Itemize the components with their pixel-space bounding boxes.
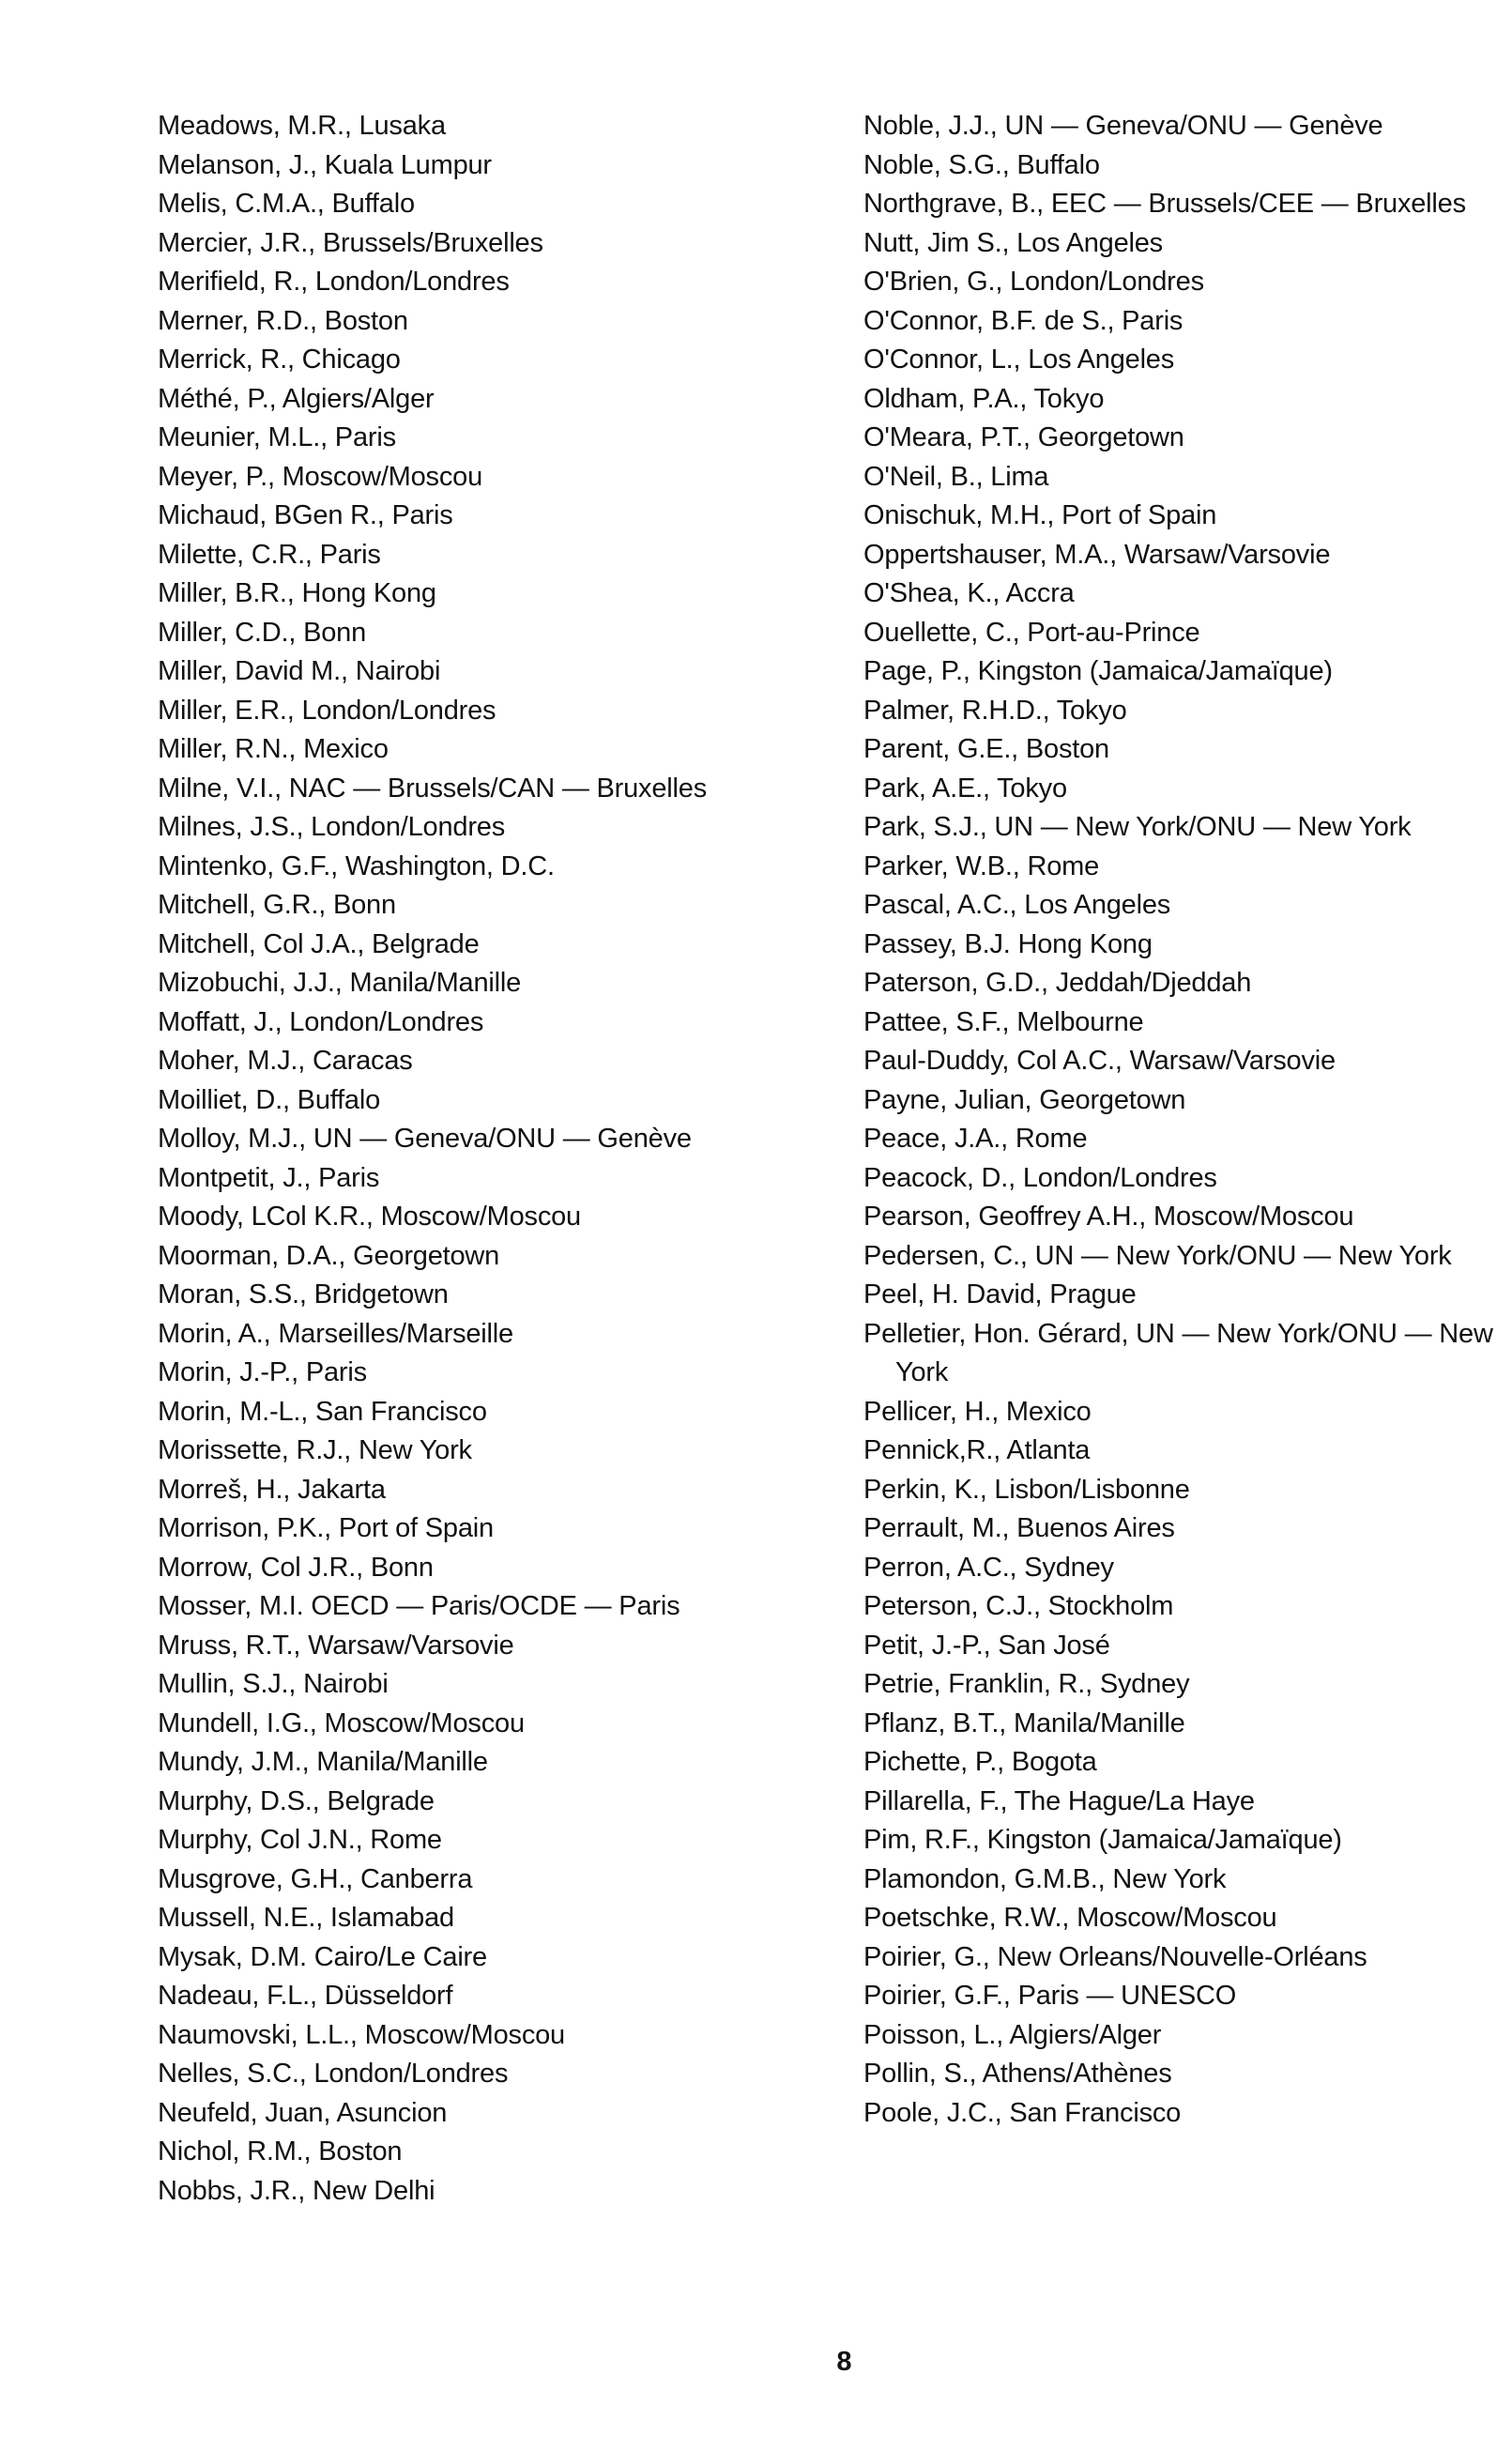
directory-entry: Mitchell, Col J.A., Belgrade	[158, 928, 480, 959]
directory-entry: Moher, M.J., Caracas	[158, 1046, 413, 1076]
directory-entry: Milne, V.I., NAC — Brussels/CAN — Bruxelles	[158, 773, 707, 804]
directory-entry: Mitchell, G.R., Bonn	[158, 890, 396, 920]
directory-entry: Miller, E.R., London/Londres	[158, 695, 496, 726]
directory-entry: Payne, Julian, Georgetown	[863, 1084, 1186, 1115]
directory-entry: O'Shea, K., Accra	[863, 578, 1075, 608]
directory-entry: Pollin, S., Athens/Athènes	[863, 2059, 1172, 2089]
directory-entry: Merrick, R., Chicago	[158, 345, 401, 375]
directory-entry: Peacock, D., London/Londres	[863, 1162, 1217, 1193]
directory-entry: Milnes, J.S., London/Londres	[158, 812, 506, 842]
directory-entry: Morissette, R.J., New York	[158, 1435, 472, 1465]
directory-entry: Melanson, J., Kuala Lumpur	[158, 149, 492, 180]
directory-entry: Mosser, M.I. OECD — Paris/OCDE — Paris	[158, 1591, 680, 1621]
directory-entry: Mundell, I.G., Moscow/Moscou	[158, 1707, 525, 1738]
directory-entry: O'Brien, G., London/Londres	[863, 267, 1204, 297]
directory-entry: Murphy, D.S., Belgrade	[158, 1785, 435, 1816]
left-column	[158, 107, 815, 2211]
directory-entry: Mizobuchi, J.J., Manila/Manille	[158, 968, 522, 998]
directory-entry: Moody, LCol K.R., Moscow/Moscou	[158, 1202, 581, 1232]
directory-entry: O'Meara, P.T., Georgetown	[863, 422, 1184, 452]
directory-entry: Oppertshauser, M.A., Warsaw/Varsovie	[863, 539, 1331, 570]
directory-entry: Pelletier, Hon. Gérard, UN — New York/ONU — New York	[863, 1318, 1493, 1387]
directory-entry: Mruss, R.T., Warsaw/Varsovie	[158, 1630, 514, 1661]
directory-entry: Morin, M.-L., San Francisco	[158, 1396, 487, 1427]
directory-entry: Paterson, G.D., Jeddah/Djeddah	[863, 968, 1252, 998]
directory-entry: Moffatt, J., London/Londres	[158, 1006, 484, 1037]
directory-entry: Perrault, M., Buenos Aires	[863, 1513, 1175, 1543]
directory-entry: Ouellette, C., Port-au-Prince	[863, 617, 1200, 648]
directory-entry: Merifield, R., London/Londres	[158, 267, 510, 297]
directory-entry: Mysak, D.M. Cairo/Le Caire	[158, 1941, 487, 1972]
directory-entry: Miller, C.D., Bonn	[158, 617, 367, 648]
directory-entry: Morin, J.-P., Paris	[158, 1357, 367, 1387]
directory-entry: Mundy, J.M., Manila/Manille	[158, 1747, 488, 1777]
directory-entry: Miller, B.R., Hong Kong	[158, 578, 436, 608]
directory-entry: Morrison, P.K., Port of Spain	[158, 1513, 494, 1543]
directory-entry: Parent, G.E., Boston	[863, 734, 1109, 764]
directory-entry: Moilliet, D., Buffalo	[158, 1084, 381, 1115]
directory-entry: O'Connor, B.F. de S., Paris	[863, 305, 1184, 336]
directory-entry: Molloy, M.J., UN — Geneva/ONU — Genève	[158, 1124, 692, 1154]
directory-entry: Merner, R.D., Boston	[158, 305, 408, 336]
directory-entry: Murphy, Col J.N., Rome	[158, 1825, 442, 1855]
directory-entry: Morreš, H., Jakarta	[158, 1474, 386, 1505]
directory-entry: Petrie, Franklin, R., Sydney	[863, 1669, 1190, 1699]
directory-entry: Musgrove, G.H., Canberra	[158, 1863, 473, 1894]
directory-entry: Passey, B.J. Hong Kong	[863, 928, 1153, 959]
directory-entry: Pattee, S.F., Melbourne	[863, 1006, 1144, 1037]
directory-entry: Poirier, G.F., Paris — UNESCO	[863, 1981, 1237, 2011]
directory-entry: Park, A.E., Tokyo	[863, 773, 1067, 804]
directory-entry: Mullin, S.J., Nairobi	[158, 1669, 389, 1699]
directory-entry: Pearson, Geoffrey A.H., Moscow/Moscou	[863, 1202, 1354, 1232]
directory-entry: Plamondon, G.M.B., New York	[863, 1863, 1227, 1894]
directory-entry: Onischuk, M.H., Port of Spain	[863, 500, 1217, 530]
directory-entry: Parker, W.B., Rome	[863, 850, 1100, 881]
directory-entry: Nichol, R.M., Boston	[158, 2136, 403, 2167]
directory-entry: Poetschke, R.W., Moscow/Moscou	[863, 1903, 1277, 1933]
directory-entry: Neufeld, Juan, Asuncion	[158, 2097, 448, 2128]
directory-entry: O'Connor, L., Los Angeles	[863, 345, 1175, 375]
directory-entry: Pedersen, C., UN — New York/ONU — New York	[863, 1240, 1452, 1271]
directory-entry: Petit, J.-P., San José	[863, 1630, 1110, 1661]
directory-entry: Pellicer, H., Mexico	[863, 1396, 1092, 1427]
directory-entry: Noble, S.G., Buffalo	[863, 149, 1100, 180]
directory-entry: Michaud, BGen R., Paris	[158, 500, 453, 530]
directory-entry: Montpetit, J., Paris	[158, 1162, 380, 1193]
directory-entry: Morin, A., Marseilles/Marseille	[158, 1318, 513, 1349]
directory-entry: Melis, C.M.A., Buffalo	[158, 189, 415, 219]
directory-entry: Perkin, K., Lisbon/Lisbonne	[863, 1474, 1190, 1505]
directory-entry: Pflanz, B.T., Manila/Manille	[863, 1707, 1185, 1738]
directory-entry: Noble, J.J., UN — Geneva/ONU — Genève	[863, 111, 1383, 141]
directory-entry: Peterson, C.J., Stockholm	[863, 1591, 1174, 1621]
directory-entry: Méthé, P., Algiers/Alger	[158, 383, 435, 414]
directory-entry: Miller, R.N., Mexico	[158, 734, 389, 764]
directory-entry: Poirier, G., New Orleans/Nouvelle-Orléans	[863, 1941, 1367, 1972]
directory-entry: Morrow, Col J.R., Bonn	[158, 1552, 434, 1583]
directory-entry: Peel, H. David, Prague	[863, 1279, 1137, 1309]
directory-entry: Miller, David M., Nairobi	[158, 656, 441, 686]
directory-entry: Naumovski, L.L., Moscow/Moscou	[158, 2019, 565, 2050]
right-column	[863, 107, 1502, 2133]
directory-entry: Milette, C.R., Paris	[158, 539, 381, 570]
directory-entry: Mercier, J.R., Brussels/Bruxelles	[158, 227, 543, 258]
directory-entry: Park, S.J., UN — New York/ONU — New York	[863, 812, 1412, 842]
directory-entry: Northgrave, B., EEC — Brussels/CEE — Bruxelles	[863, 189, 1466, 219]
directory-entry: Paul-Duddy, Col A.C., Warsaw/Varsovie	[863, 1046, 1336, 1076]
directory-entry: Pim, R.F., Kingston (Jamaica/Jamaïque)	[863, 1825, 1342, 1855]
directory-entry: Peace, J.A., Rome	[863, 1124, 1088, 1154]
directory-entry: Pichette, P., Bogota	[863, 1747, 1097, 1777]
directory-entry: Meunier, M.L., Paris	[158, 422, 396, 452]
page-number: 8	[836, 2347, 852, 2377]
directory-entry: Perron, A.C., Sydney	[863, 1552, 1114, 1583]
directory-entry: Nobbs, J.R., New Delhi	[158, 2175, 435, 2206]
directory-entry: Mintenko, G.F., Washington, D.C.	[158, 850, 555, 881]
directory-entry: Nelles, S.C., London/Londres	[158, 2059, 509, 2089]
directory-entry: Oldham, P.A., Tokyo	[863, 383, 1105, 414]
directory-entry: Poisson, L., Algiers/Alger	[863, 2019, 1162, 2050]
directory-entry: Pascal, A.C., Los Angeles	[863, 890, 1171, 920]
directory-entry: Pillarella, F., The Hague/La Haye	[863, 1785, 1255, 1816]
directory-entry: Palmer, R.H.D., Tokyo	[863, 695, 1127, 726]
directory-entry: Moorman, D.A., Georgetown	[158, 1240, 500, 1271]
directory-entry: Meadows, M.R., Lusaka	[158, 111, 446, 141]
directory-entry: Mussell, N.E., Islamabad	[158, 1903, 454, 1933]
directory-entry: Poole, J.C., San Francisco	[863, 2097, 1182, 2128]
directory-entry: Nadeau, F.L., Düsseldorf	[158, 1981, 453, 2011]
directory-entry: Pennick,R., Atlanta	[863, 1435, 1091, 1465]
directory-entry: Nutt, Jim S., Los Angeles	[863, 227, 1163, 258]
directory-entry: O'Neil, B., Lima	[863, 461, 1049, 492]
directory-entry: Moran, S.S., Bridgetown	[158, 1279, 449, 1309]
directory-entry: Meyer, P., Moscow/Moscou	[158, 461, 483, 492]
directory-entry: Page, P., Kingston (Jamaica/Jamaïque)	[863, 656, 1333, 686]
